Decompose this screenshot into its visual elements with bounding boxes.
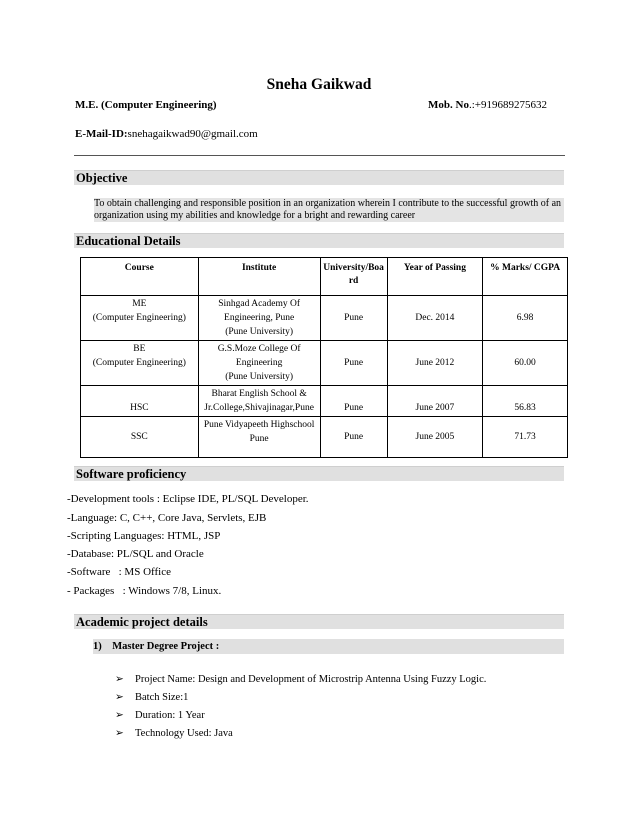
col-marks: % Marks/ CGPA xyxy=(483,258,568,296)
email-label: E-Mail-ID: xyxy=(75,128,128,140)
col-institute: Institute xyxy=(198,258,320,296)
arrow-bullet-icon: ➢ xyxy=(115,692,124,703)
list-item: ➢ Project Name: Design and Development of Microstrip Antenna Using Fuzzy Logic. xyxy=(115,674,487,685)
list-item: ➢ Technology Used: Java xyxy=(115,728,233,739)
email-value: snehagaikwad90@gmail.com xyxy=(127,128,258,140)
mobile-value: .:+919689275632 xyxy=(468,99,547,111)
list-item: ➢ Duration: 1 Year xyxy=(115,710,205,721)
board-cell: Pune xyxy=(320,386,387,417)
institute-cell: Sinhgad Academy Of Engineering, Pune (Pune University) xyxy=(198,296,320,341)
marks-cell: 60.00 xyxy=(483,341,568,386)
software-line: - Packages : Windows 7/8, Linux. xyxy=(67,585,222,597)
marks-cell: 71.73 xyxy=(483,417,568,458)
projects-heading: Academic project details xyxy=(74,614,564,629)
mobile-number xyxy=(428,99,547,111)
table-header-row xyxy=(81,258,568,296)
candidate-name: Sneha Gaikwad xyxy=(266,76,372,93)
table-row xyxy=(81,341,568,386)
degree-line: M.E. (Computer Engineering) xyxy=(75,99,217,111)
institute-cell: Pune Vidyapeeth Highschool Pune xyxy=(198,417,320,458)
software-line: -Development tools : Eclipse IDE, PL/SQL Developer. xyxy=(67,493,309,505)
col-university: University/Boa rd xyxy=(320,258,387,296)
table-row xyxy=(81,417,568,458)
master-project-subheading xyxy=(93,639,564,654)
mobile-label: Mob. No xyxy=(428,99,469,111)
arrow-bullet-icon: ➢ xyxy=(115,710,124,721)
year-cell: June 2012 xyxy=(387,341,483,386)
arrow-bullet-icon: ➢ xyxy=(115,728,124,739)
year-cell: Dec. 2014 xyxy=(387,296,483,341)
board-cell: Pune xyxy=(320,417,387,458)
education-table xyxy=(80,257,568,458)
email-line xyxy=(75,128,258,140)
marks-cell: 6.98 xyxy=(483,296,568,341)
subheading-title: Master Degree Project : xyxy=(112,641,220,652)
course-cell: HSC xyxy=(81,386,199,417)
objective-text: To obtain challenging and responsible position in an organization wherein I contribute to the successful growth of an organization using my abilities and knowledge for a bright and rewarding career xyxy=(94,198,564,222)
subheading-number: 1) xyxy=(93,641,102,652)
marks-cell: 56.83 xyxy=(483,386,568,417)
year-cell: June 2005 xyxy=(387,417,483,458)
list-item: ➢ Batch Size:1 xyxy=(115,692,189,703)
education-heading: Educational Details xyxy=(74,233,564,248)
institute-cell: Bharat English School & Jr.College,Shivajinagar,Pune xyxy=(198,386,320,417)
software-line: -Database: PL/SQL and Oracle xyxy=(67,548,204,560)
year-cell: June 2007 xyxy=(387,386,483,417)
course-cell: BE (Computer Engineering) xyxy=(81,341,199,386)
table-row xyxy=(81,296,568,341)
objective-heading: Objective xyxy=(74,170,564,185)
software-heading: Software proficiency xyxy=(74,466,564,481)
col-year: Year of Passing xyxy=(387,258,483,296)
institute-cell: G.S.Moze College Of Engineering (Pune University) xyxy=(198,341,320,386)
course-cell: ME (Computer Engineering) xyxy=(81,296,199,341)
arrow-bullet-icon: ➢ xyxy=(115,674,124,685)
course-cell: SSC xyxy=(81,417,199,458)
software-line: -Scripting Languages: HTML, JSP xyxy=(67,530,221,542)
header-divider xyxy=(74,155,565,156)
table-row xyxy=(81,386,568,417)
board-cell: Pune xyxy=(320,341,387,386)
col-course: Course xyxy=(81,258,199,296)
board-cell: Pune xyxy=(320,296,387,341)
software-line: -Language: C, C++, Core Java, Servlets, EJB xyxy=(67,512,267,524)
software-line: -Software : MS Office xyxy=(67,566,171,578)
